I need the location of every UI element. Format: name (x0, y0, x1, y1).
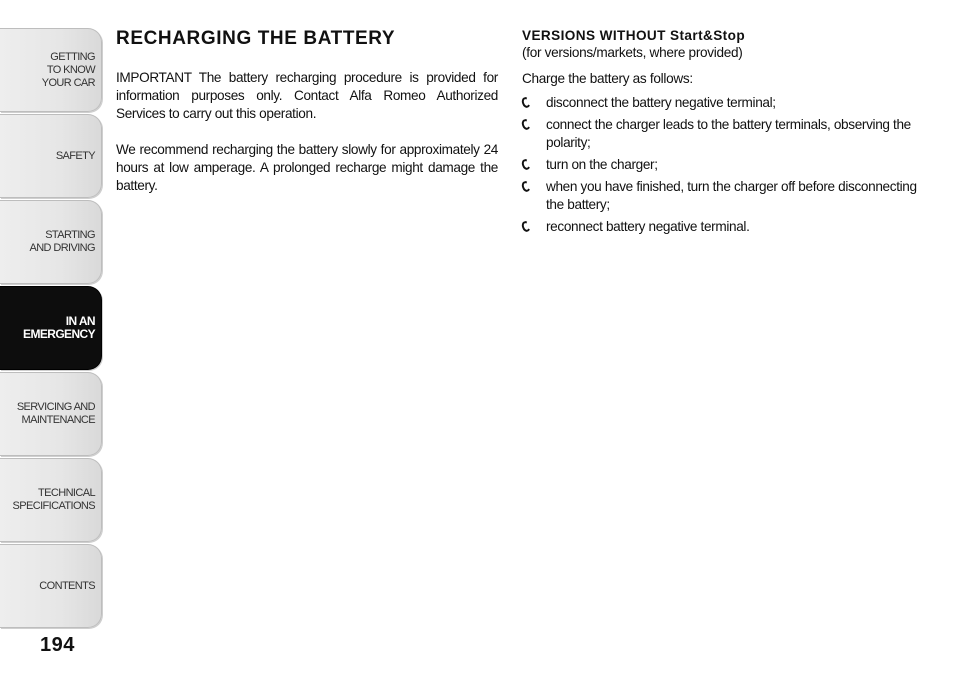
tab-contents[interactable]: CONTENTS (0, 544, 102, 628)
list-item (522, 218, 920, 236)
step-text: connect the charger leads to the battery terminals, observing the polarity; (546, 117, 911, 150)
list-item (522, 178, 920, 214)
page-number: 194 (40, 634, 75, 656)
important-paragraph: IMPORTANT The battery recharging procedure is provided for information purposes only. Contact Alfa Romeo Authorized Services to carry out this operation. (116, 70, 498, 121)
step-text: reconnect battery negative terminal. (546, 219, 750, 234)
recommendation-paragraph: We recommend recharging the battery slowly for approximately 24 hours at low amperage. A prolonged recharge might damage the battery. (116, 142, 498, 193)
step-text: turn on the charger; (546, 157, 658, 172)
subsection-heading: VERSIONS WITHOUT Start&Stop (522, 28, 746, 43)
tab-getting-to-know-your-car[interactable]: GETTING TO KNOW YOUR CAR (0, 28, 102, 112)
section-heading: RECHARGING THE BATTERY (116, 28, 396, 49)
bullet-icon (520, 158, 531, 171)
right-column (522, 28, 920, 240)
tab-safety[interactable]: SAFETY (0, 114, 102, 198)
bullet-icon (520, 180, 531, 193)
bullet-icon (520, 220, 531, 233)
tab-in-an-emergency[interactable]: IN AN EMERGENCY (0, 286, 102, 370)
tab-starting-and-driving[interactable]: STARTING AND DRIVING (0, 200, 102, 284)
list-item (522, 156, 920, 174)
bullet-icon (520, 96, 531, 109)
steps-intro: Charge the battery as follows: (522, 71, 693, 86)
list-item (522, 94, 920, 112)
availability-note: (for versions/markets, where provided) (522, 45, 743, 60)
step-text: disconnect the battery negative terminal; (546, 95, 776, 110)
bullet-icon (520, 118, 531, 131)
left-column (116, 28, 498, 213)
tab-technical-specifications[interactable]: TECHNICAL SPECIFICATIONS (0, 458, 102, 542)
steps-list (522, 94, 920, 236)
list-item (522, 116, 920, 152)
tab-servicing-and-maintenance[interactable]: SERVICING AND MAINTENANCE (0, 372, 102, 456)
step-text: when you have finished, turn the charger off before disconnecting the battery; (546, 179, 917, 212)
